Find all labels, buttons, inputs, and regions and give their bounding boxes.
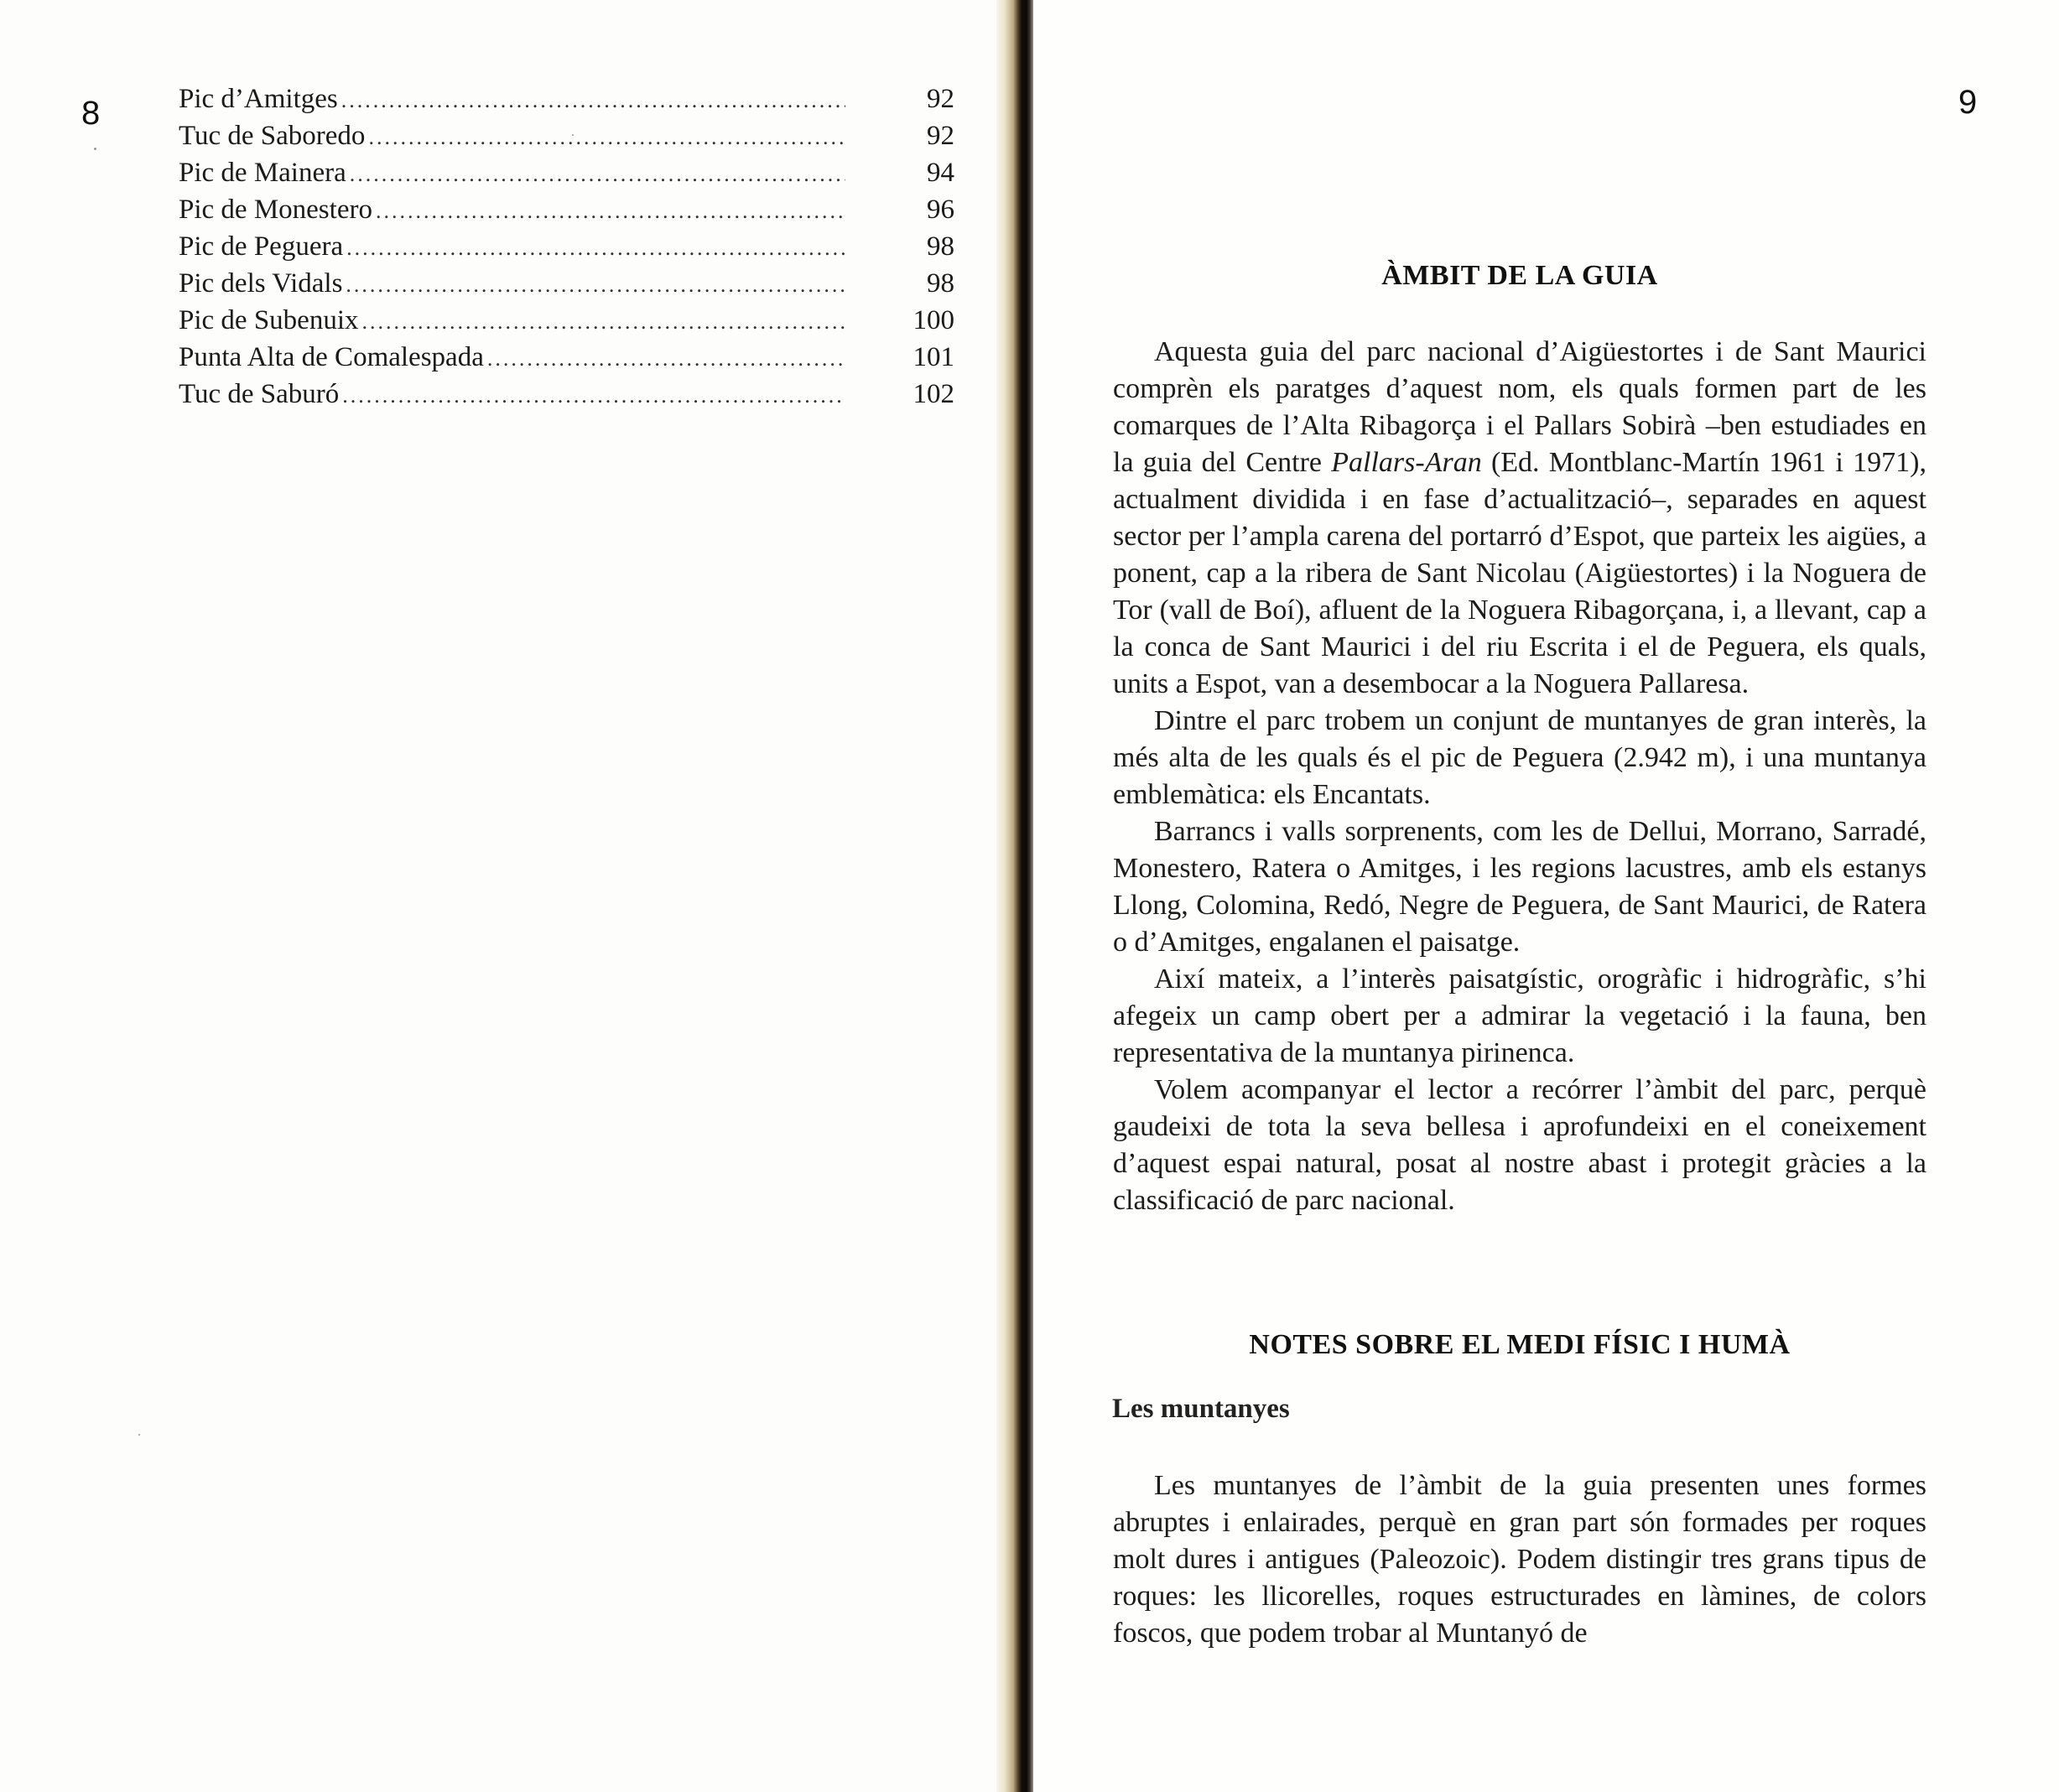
toc-entry-page: 92 bbox=[927, 84, 954, 114]
toc-leader-dots bbox=[346, 230, 845, 267]
toc-leader-dots bbox=[361, 304, 845, 340]
paragraph: Dintre el parc trobem un conjunt de muntanyes de gran interès, la més alta de les quals és el pic de Peguera (2.942 m), i una muntanya emblemàtica: els Encantats. bbox=[1113, 705, 1926, 810]
toc-entry-title: Pic dels Vidals bbox=[179, 268, 343, 299]
toc-entry bbox=[179, 376, 954, 413]
toc-entry-title: Pic de Peguera bbox=[179, 231, 344, 262]
paragraph: Barrancs i valls sorprenents, com les de Dellui, Morrano, Sarradé, Monestero, Ratera o Amitges, i les regions lacustres, amb els estanys Llong, Colomina, Redó, Negre de Peguera, de Sant Maurici, de Ratera o d’Amitges, engalanen el paisatge. bbox=[1113, 816, 1926, 958]
page-number-left: 8 bbox=[81, 95, 101, 132]
paragraph: Les muntanyes de l’àmbit de la guia presenten unes formes abruptes i enlairades, perquè en gran part són formades per roques molt dures i antigues (Paleozoic). Podem distingir tres grans tipus de roques: les llicorelles, roques estructurades en làmines, de colors foscos, que podem trobar al Muntanyó de bbox=[1113, 1470, 1926, 1649]
toc-entry-page: 102 bbox=[913, 379, 954, 409]
paper-speck bbox=[138, 1434, 140, 1436]
mountains-text bbox=[1113, 1467, 1926, 1652]
toc-entry bbox=[179, 81, 954, 117]
toc-entry-title: Punta Alta de Comalespada bbox=[179, 342, 484, 372]
toc-leader-dots bbox=[350, 156, 845, 193]
toc-entry-title: Pic de Monestero bbox=[179, 195, 372, 225]
paragraph: Volem acompanyar el lector a recórrer l’àmbit del parc, perquè gaudeixi de tota la seva bellesa i aprofundeixi en el coneixement d’aquest espai natural, posat al nostre abast i protegit gràcies a la classificació de parc nacional. bbox=[1113, 1074, 1926, 1216]
toc-entry-page: 100 bbox=[913, 305, 954, 335]
section-heading-ambit: ÀMBIT DE LA GUIA bbox=[1381, 260, 1658, 291]
toc-entry-title: Pic de Subenuix bbox=[179, 305, 359, 335]
paragraph: Així mateix, a l’interès paisatgístic, orogràfic i hidrogràfic, s’hi afegeix un camp obert per a admirar la vegetació i la fauna, ben representativa de la muntanya pirinenca. bbox=[1113, 964, 1926, 1068]
subsection-heading: Les muntanyes bbox=[1112, 1394, 1290, 1424]
table-of-contents bbox=[179, 81, 954, 413]
toc-leader-dots bbox=[376, 193, 845, 230]
toc-entry-page: 92 bbox=[927, 121, 954, 151]
toc-entry-page: 96 bbox=[927, 195, 954, 225]
toc-leader-dots bbox=[342, 377, 845, 414]
toc-entry-title: Pic de Mainera bbox=[179, 158, 346, 188]
italic-title: Pallars-Aran bbox=[1331, 447, 1482, 478]
toc-entry-page: 98 bbox=[927, 268, 954, 299]
toc-entry-page: 101 bbox=[913, 342, 954, 372]
toc-entry-page: 98 bbox=[927, 231, 954, 262]
toc-entry bbox=[179, 302, 954, 339]
paragraph-text: (Ed. Montblanc-Martín 1961 i 1971), actualment dividida i en fase d’actualització–, separades en aquest sector per l’ampla carena del portarró d’Espot, que parteix les aigües, a ponent, cap a la ribera de Sant Nicolau (Aigüestortes) i la Noguera de Tor (vall de Boí), afluent de la Noguera Ribagorçana, i, a llevant, cap a la conca de Sant Maurici i del riu Escrita i el de Peguera, els quals, units a Espot, van a desembocar a la Noguera Pallaresa. bbox=[1113, 447, 1926, 699]
toc-leader-dots bbox=[368, 119, 845, 156]
toc-entry-page: 94 bbox=[927, 158, 954, 188]
toc-entry bbox=[179, 191, 954, 228]
toc-entry-title: Tuc de Saburó bbox=[179, 379, 340, 409]
paragraph-text: Aquesta guia del parc nacional d’Aigüestortes i de Sant Maurici comprèn els paratges d’aquest nom, els quals formen part de les comarques de l’Alta Ribagorça i el Pallars Sobirà –ben estudiades en la guia del Centre bbox=[1113, 336, 1926, 478]
left-page bbox=[0, 0, 1017, 1792]
section-heading-notes: NOTES SOBRE EL MEDI FÍSIC I HUMÀ bbox=[1249, 1329, 1791, 1360]
paper-speck bbox=[94, 148, 96, 150]
paper-speck bbox=[572, 134, 574, 136]
toc-entry bbox=[179, 265, 954, 302]
intro-text bbox=[1113, 334, 1926, 1219]
toc-leader-dots bbox=[341, 82, 845, 119]
page-number-right: 9 bbox=[1958, 84, 1978, 121]
toc-entry-title: Tuc de Saboredo bbox=[179, 121, 366, 151]
toc-entry bbox=[179, 339, 954, 376]
toc-entry-title: Pic d’Amitges bbox=[179, 84, 338, 114]
toc-entry bbox=[179, 228, 954, 265]
toc-leader-dots bbox=[487, 340, 845, 377]
toc-leader-dots bbox=[346, 267, 845, 304]
toc-entry bbox=[179, 154, 954, 191]
toc-entry bbox=[179, 117, 954, 154]
paragraph bbox=[1113, 334, 1926, 703]
